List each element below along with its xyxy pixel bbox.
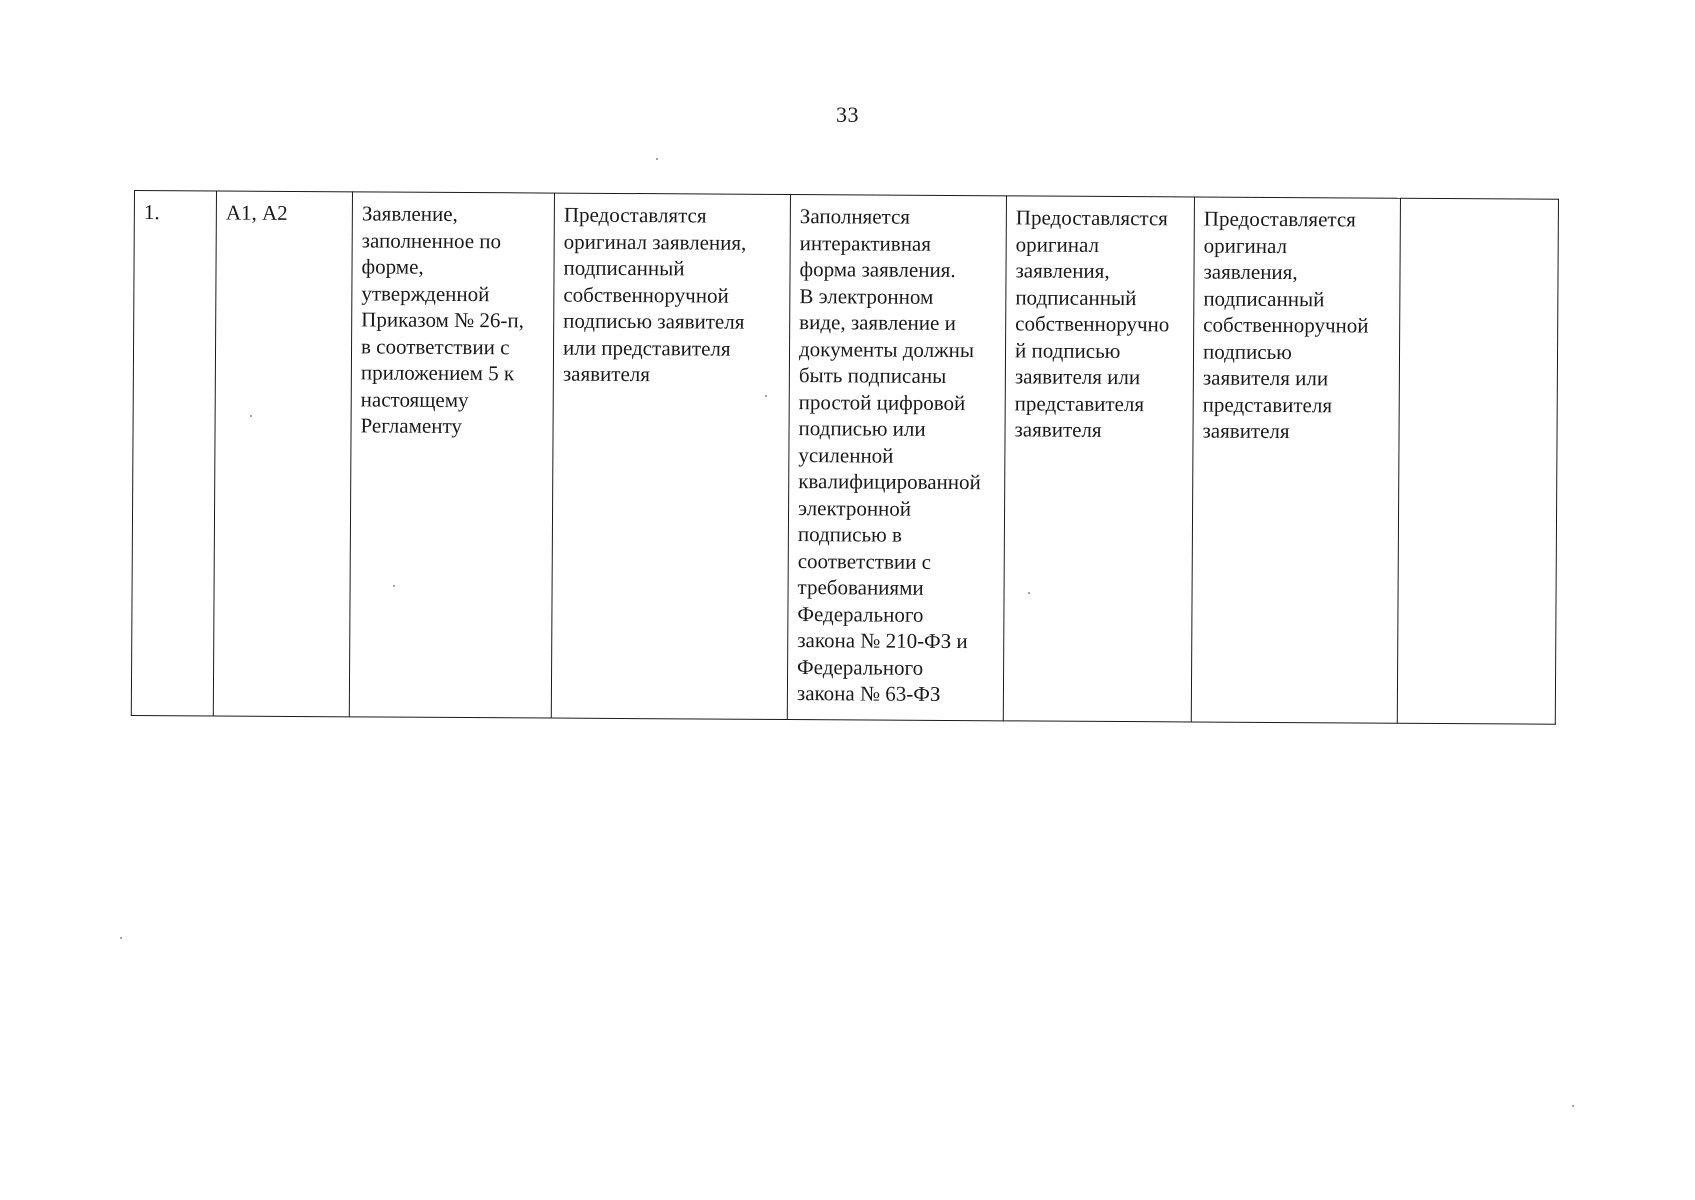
scan-speck (393, 585, 395, 587)
row-number-text: 1. (143, 200, 160, 225)
scan-speck (765, 395, 767, 397)
cell-codes (213, 191, 352, 717)
requirements-table (131, 190, 1559, 725)
scan-speck (120, 937, 122, 939)
scan-speck (656, 158, 658, 160)
cell-electronic (787, 195, 1006, 721)
cell-mail (1003, 196, 1194, 722)
document-text: Заявление, заполненное по форме, утвержденной Приказом № 26-п, в соответствии с приложением 5 к настоящему Регламенту (360, 201, 524, 439)
cell-row-number (131, 191, 216, 716)
cell-document (349, 192, 554, 718)
scan-speck (1028, 592, 1030, 594)
cell-mfc (1191, 197, 1400, 723)
scan-speck (250, 415, 252, 417)
mfc-text: Предоставляется оригинал заявления, подписанный собственноручной подписью заявителя или представителя заявителя (1202, 206, 1369, 444)
cell-in-person (551, 193, 790, 719)
electronic-text: Заполняется интерактивная форма заявления. В электронном виде, заявление и документы должны быть подписаны простой цифровой подписью или усиленной квалифицированной электронной подписью в соответствии с требованиями Федерального закона № 210-ФЗ и Федерального закона № 63-ФЗ (796, 204, 981, 706)
page-number: 33 (836, 102, 859, 127)
mail-text: Предоставлястся оригинал заявления, подписанный собственноручно й подписью заявителя или представителя заявителя (1014, 205, 1170, 442)
cell-empty (1397, 198, 1558, 724)
empty-text (1410, 207, 1551, 208)
table-row (131, 191, 1558, 725)
in-person-text: Предоставлятся оригинал заявления, подписанный собственноручной подписью заявителя или представителя заявителя (562, 202, 747, 387)
codes-text: А1, А2 (225, 200, 288, 225)
scan-speck (1572, 1105, 1574, 1107)
